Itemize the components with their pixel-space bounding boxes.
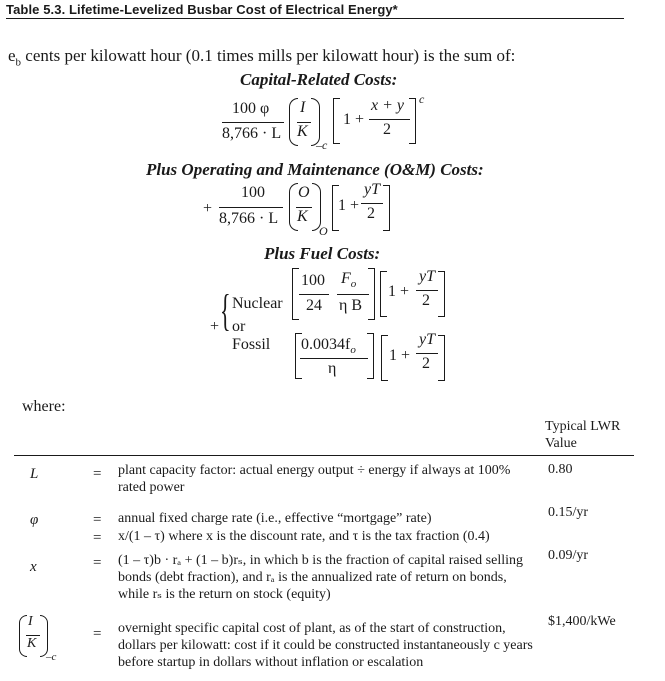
intro-subscript: b [15, 56, 22, 69]
fos-eta: η [328, 360, 337, 377]
fuel-plus: + [210, 318, 220, 335]
nuc-a: 100 [301, 272, 325, 289]
om-yT-line [361, 203, 383, 204]
om-fraction-line [219, 207, 283, 208]
cap-two: 2 [383, 121, 391, 138]
cap-exp-text: c [419, 92, 425, 106]
ik-K: K [27, 636, 37, 651]
cap-xy-line [369, 119, 410, 120]
nuc-yT [419, 268, 435, 286]
om-two: 2 [367, 205, 375, 222]
intro-body: cents per kilowatt hour (0.1 times mills per kilowatt hour) is the sum of: [21, 46, 516, 65]
def-symbol-L: L [30, 466, 39, 482]
section-capital: Capital-Related Costs: [240, 70, 398, 89]
nuc-yT-line [416, 290, 438, 291]
nuc-a-line [299, 294, 329, 295]
def-eq-L: = [93, 466, 102, 482]
nuc-b: 24 [306, 297, 322, 314]
fos-yT-text: yT [419, 331, 435, 348]
cap-exponent [419, 92, 424, 107]
om-bracket-right [383, 185, 390, 231]
def-value-L: 0.80 [548, 462, 573, 477]
om-yT [364, 181, 380, 199]
nuc2-bracket-right [438, 271, 445, 317]
intro-symbol: e [8, 46, 16, 65]
cap-fraction-line [222, 122, 284, 123]
def-text-IK: overnight specific capital cost of plant, as of the start of construction, dollars per kilowatt: cost if it could be constructed instantaneously c years before startup in dollars without inflation or escalation [118, 621, 533, 670]
fos-bracket-right [367, 333, 374, 379]
om-subscript [319, 224, 328, 239]
fos2-bracket-right [438, 335, 445, 381]
def-text-x: (1 – τ)b · rₐ + (1 – b)rₛ, in which b is the fraction of capital raised selling bonds (debt fraction), and rₐ is the annualized rate of return on bonds, while rₛ is the return on stock (equity) [118, 553, 524, 602]
ik-paren-left [19, 615, 27, 657]
cap-K-text: K [297, 123, 308, 140]
fos-line [300, 358, 368, 359]
value-header-text: Typical LWR Value [545, 419, 621, 451]
fuel-brace: { [220, 286, 231, 335]
nuc-bracket-right [368, 268, 375, 320]
fuel-or-label: or [232, 318, 246, 335]
fos-num [301, 336, 356, 356]
om-O [298, 184, 310, 202]
def-text-phi2: x/(1 – τ) where x is the discount rate, and τ is the tax fraction (0.4) [118, 529, 490, 544]
ik-sub: –c [46, 651, 57, 663]
fos-sub-text: o [350, 344, 356, 357]
def-symbol-x: x [30, 559, 37, 575]
cap-subscript: –c [316, 138, 328, 152]
cap-K [297, 123, 308, 141]
value-column-header [545, 418, 635, 452]
cap-numerator: 100 φ [232, 100, 270, 117]
om-one-plus: 1 + [338, 197, 360, 214]
nuc-F-text: F [341, 270, 351, 287]
nuc-bracket-left [292, 268, 299, 320]
ik-I: I [28, 614, 33, 629]
om-K [297, 208, 308, 226]
om-yT-text: yT [364, 181, 380, 198]
fos-yT [419, 331, 435, 349]
def-value-x: 0.09/yr [548, 548, 589, 563]
def-value-IK: $1,400/kWe [548, 614, 616, 629]
title-rule [6, 18, 624, 19]
def-value-phi: 0.15/yr [548, 505, 589, 520]
fuel-nuclear-label: Nuclear [232, 295, 283, 312]
cap-xy-text: x + y [371, 97, 404, 114]
definitions-rule [14, 455, 634, 456]
def-eq-phi: = [93, 512, 102, 528]
nuc2-bracket-left [380, 271, 387, 317]
fos2-bracket-left [381, 335, 388, 381]
def-eq-phi2: = [93, 530, 102, 546]
nuc-one-plus: 1 + [388, 283, 410, 300]
nuc-Fsub-text: o [350, 278, 357, 291]
cap-I-text: I [300, 99, 306, 116]
section-fuel: Plus Fuel Costs: [264, 244, 381, 263]
om-denominator: 8,766 · L [219, 210, 279, 227]
nuc-eta: η B [339, 297, 363, 314]
om-plus: + [203, 200, 213, 217]
where-label: where: [22, 398, 66, 415]
cap-denominator [222, 125, 281, 143]
fos-num-text: 0.0034f [301, 336, 351, 353]
nuc-F [341, 270, 356, 290]
nuc-yT-text: yT [419, 268, 435, 285]
fos-two: 2 [422, 355, 430, 372]
cap-sub-text: c [322, 138, 328, 152]
cap-bracket-right [409, 98, 416, 144]
def-text-phi: annual fixed charge rate (i.e., effective “mortgage” rate) [118, 511, 432, 526]
def-symbol-phi: φ [30, 512, 39, 528]
def-eq-IK: = [93, 626, 102, 642]
om-numerator: 100 [241, 184, 265, 201]
cap-one-plus: 1 + [343, 111, 365, 128]
intro-text [8, 46, 515, 68]
def-text-L: plant capacity factor: actual energy output ÷ energy if always at 100% rated power [118, 463, 511, 495]
om-sub-text: O [319, 224, 328, 238]
cap-xy [371, 97, 404, 115]
om-O-text: O [298, 184, 310, 201]
cap-I [300, 99, 305, 117]
cap-den-text: 8,766 · L [222, 125, 282, 142]
fos-one-plus: 1 + [389, 347, 411, 364]
table-title: Table 5.3. Lifetime-Levelized Busbar Cost of Electrical Energy* [6, 2, 398, 17]
cap-bracket-left [333, 98, 340, 144]
nuc-F-line [337, 294, 369, 295]
fuel-fossil-label: Fossil [232, 336, 271, 353]
om-K-text: K [297, 208, 308, 225]
def-eq-x: = [93, 555, 102, 571]
nuc-two: 2 [422, 292, 430, 309]
fos-yT-line [416, 353, 438, 354]
section-om: Plus Operating and Maintenance (O&M) Costs: [146, 160, 484, 179]
